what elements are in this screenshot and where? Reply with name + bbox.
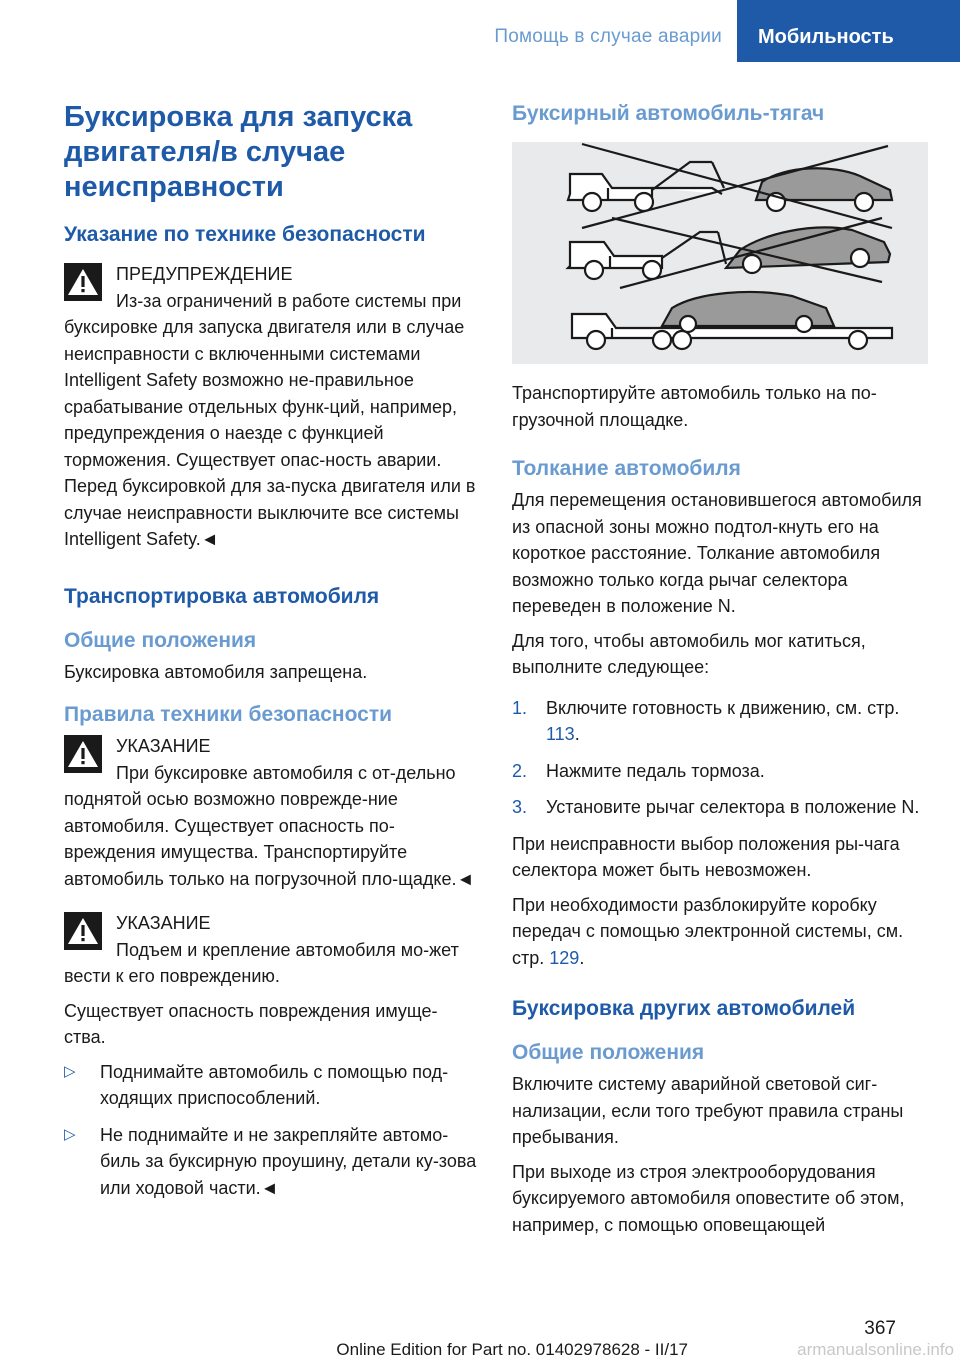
page-link[interactable]: 129 bbox=[549, 947, 580, 968]
step-text: Нажмите педаль тормоза. bbox=[546, 760, 765, 781]
tow-truck-heading: Буксирный автомобиль-тягач bbox=[512, 102, 825, 125]
footer-rule bbox=[0, 1318, 960, 1319]
list-item bbox=[512, 695, 930, 748]
other-vehicles-heading: Буксировка других автомобилей bbox=[512, 997, 856, 1020]
steps-list bbox=[512, 695, 930, 821]
triangle-bullet-icon: ▷ bbox=[64, 1062, 76, 1080]
step-number: 2. bbox=[512, 760, 528, 781]
notice-title: УКАЗАНИЕ bbox=[116, 736, 211, 756]
step-number: 1. bbox=[512, 697, 528, 718]
transport-heading: Транспортировка автомобиля bbox=[64, 584, 380, 608]
right-column bbox=[512, 100, 930, 1246]
rules-heading: Правила техники безопасности bbox=[64, 703, 393, 726]
list-item-text: Поднимайте автомобиль с помощью под-ходящих приспособлений. bbox=[100, 1061, 449, 1108]
notice-text: Подъем и крепление автомобиля мо-жет вести к его повреждению. bbox=[64, 939, 459, 986]
damage-text: Существует опасность повреждения имуще-ства. bbox=[64, 1000, 438, 1047]
other-text-2: При выходе из строя электрооборудования буксируемого автомобиля оповестите об этом, например, с помощью оповещающей bbox=[512, 1161, 905, 1235]
malfunction-text: При неисправности выбор положения ры-чага селектора может быть невозможен. bbox=[512, 833, 900, 880]
page-header bbox=[0, 0, 960, 62]
push-text-2: Для того, чтобы автомобиль мог катиться, выполните следующее: bbox=[512, 630, 866, 677]
unlock-text-body: При необходимости разблокируйте коробку передач с помощью электронной системы, см. стр. bbox=[512, 894, 904, 968]
list-item bbox=[64, 1122, 478, 1202]
other-text-1: Включите систему аварийной световой сиг-нализации, если того требуют правила страны пребывания. bbox=[512, 1074, 904, 1147]
section-title: Буксировка для запуска двигателя/в случае неисправности bbox=[64, 101, 413, 203]
list-item bbox=[64, 1059, 478, 1112]
safety-heading: Указание по технике безопасности bbox=[64, 223, 426, 246]
warning-block bbox=[64, 261, 478, 553]
notice-block-2 bbox=[64, 910, 478, 990]
triangle-bullet-icon: ▷ bbox=[64, 1125, 76, 1143]
warning-text: Из-за ограничений в работе системы при буксировке для запуска двигателя или в случае неисправности с включенными системами Intelligent Safety возможно не-правильное срабатывание отдельных функ-ций, например, предупреждения о наезде с функцией торможения. Существует опас-ность аварии. Перед буксировкой для за-пуска двигателя или в случае неисправности выключите все системы Intelligent Safety.◄ bbox=[64, 290, 476, 549]
general-heading: Общие положения bbox=[64, 628, 257, 652]
tow-truck-figure bbox=[512, 142, 928, 364]
step-text: Включите готовность к движению, см. стр. bbox=[546, 697, 900, 718]
header-section-title: Помощь в случае аварии bbox=[494, 26, 722, 47]
notice-triangle-icon bbox=[64, 912, 102, 950]
notice-triangle-icon bbox=[64, 735, 102, 773]
bullet-list bbox=[64, 1059, 478, 1202]
online-edition-label: Online Edition for Part no. 01402978628 - II/17 bbox=[336, 1340, 688, 1359]
push-text-1: Для перемещения остановившегося автомобиля из опасной зоны можно подтол-кнуть его на короткое расстояние. Толкание автомобиля возможно только когда рычаг селектора переведен в положение N. bbox=[512, 490, 922, 616]
warning-title: ПРЕДУПРЕЖДЕНИЕ bbox=[116, 264, 293, 284]
left-column bbox=[64, 100, 478, 1211]
tow-caption: Транспортируйте автомобиль только на по-грузочной площадке. bbox=[512, 383, 877, 430]
push-heading: Толкание автомобиля bbox=[512, 457, 741, 480]
step-text: Установите рычаг селектора в положение N. bbox=[546, 797, 920, 817]
unlock-text bbox=[512, 892, 930, 972]
watermark: armanualsonline.info bbox=[797, 1340, 954, 1359]
step-number: 3. bbox=[512, 797, 528, 817]
page-number: 367 bbox=[864, 1318, 896, 1339]
list-item bbox=[512, 758, 930, 785]
other-general-heading: Общие положения bbox=[512, 1041, 705, 1064]
general-text: Буксировка автомобиля запрещена. bbox=[64, 661, 368, 682]
unlock-text-tail: . bbox=[579, 947, 585, 968]
list-item-text: Не поднимайте и не закрепляйте автомо-биль за буксирную проушину, детали ку-зова или ходовой части.◄ bbox=[100, 1124, 477, 1198]
page-link[interactable]: 113 bbox=[546, 724, 575, 744]
notice-title: УКАЗАНИЕ bbox=[116, 913, 211, 933]
notice-text: При буксировке автомобиля с от-дельно поднятой осью возможно поврежде-ние автомобиля. Существует опасность по-вреждения имущества. Транспортируйте автомобиль только на погрузочной пло-щадке.◄ bbox=[64, 762, 475, 889]
header-chapter-tab: Мобильность bbox=[737, 0, 960, 62]
list-item bbox=[512, 794, 930, 821]
notice-block-1 bbox=[64, 733, 478, 892]
step-text-tail: . bbox=[574, 724, 580, 744]
warning-triangle-icon bbox=[64, 263, 102, 301]
tow-truck-illustration bbox=[512, 142, 928, 364]
